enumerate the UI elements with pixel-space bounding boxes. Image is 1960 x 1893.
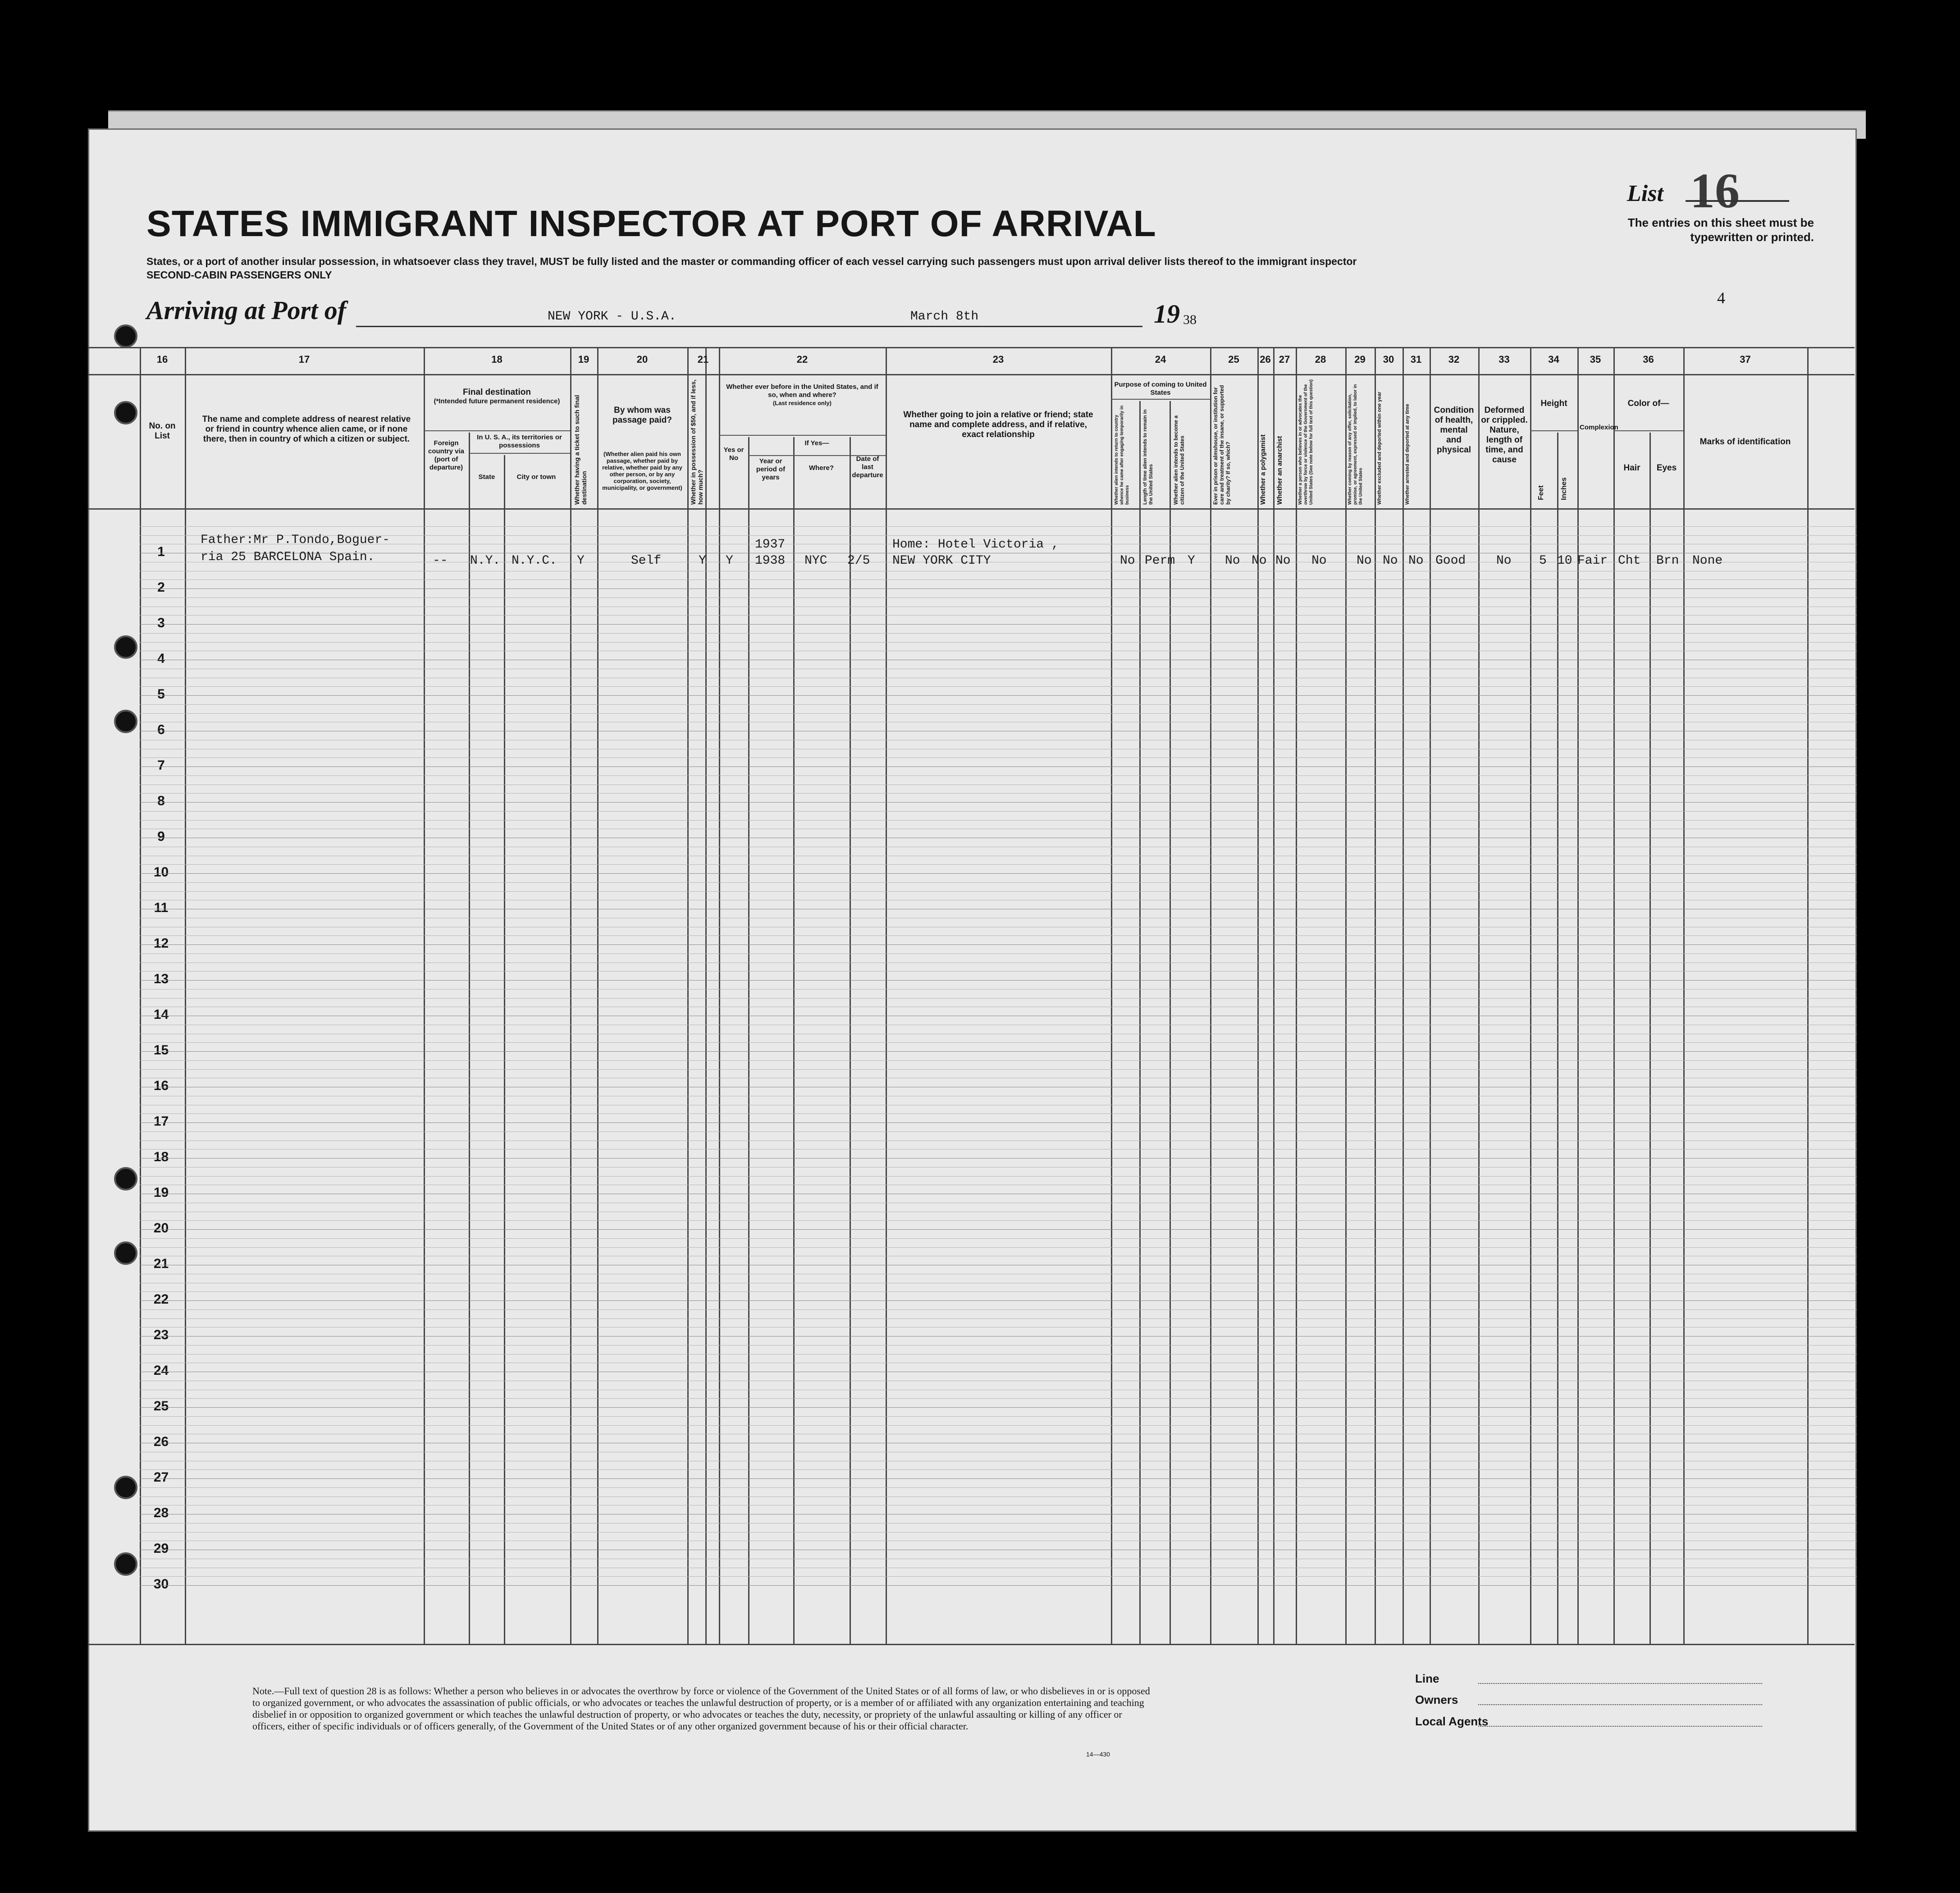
last-residence-note: (Last residence only) [772, 400, 832, 406]
row-number: 22 [153, 1292, 169, 1307]
row-guide-line [140, 998, 1857, 999]
row-number: 24 [153, 1363, 169, 1378]
row-guide-line [140, 615, 1857, 616]
col-rule [719, 347, 720, 1645]
cell-years-line2: 1938 [755, 554, 786, 568]
row-number: 11 [154, 900, 169, 915]
header-q29: Whether coming by reason of any offer, solicitation, promise, or agreement, expressed or implied, to labor in the United States [1348, 384, 1363, 505]
row-number: 4 [157, 651, 165, 666]
header-ticket: Whether having a ticket to such final destination [573, 395, 588, 505]
row-guide-line [140, 642, 1857, 643]
row-guide-line [140, 820, 1857, 821]
col-rule [687, 347, 689, 1645]
row-guide-line [140, 633, 1857, 634]
row-number: 9 [157, 829, 165, 844]
col-rule [1403, 347, 1404, 1645]
row-guide-line [140, 1042, 1857, 1043]
row-guide-line [140, 1532, 1857, 1533]
col-rule [1478, 347, 1480, 1645]
cell-deformed: No [1496, 554, 1512, 568]
list-number-box [1627, 162, 1789, 218]
cell-relative-line1: Father:Mr P.Tondo,Boguer- [201, 533, 390, 547]
col-rule [1345, 347, 1347, 1645]
binder-hole [114, 1552, 137, 1576]
header-if-yes: If Yes— [804, 439, 829, 447]
row-guide-line [140, 811, 1857, 812]
date-underline [843, 326, 1142, 327]
binder-hole [114, 1476, 137, 1499]
row-guide-line [140, 1496, 1857, 1497]
page-title: STATES IMMIGRANT INSPECTOR AT PORT OF ARRIVAL [146, 203, 1156, 244]
col-rule [1430, 347, 1431, 1645]
local-agents-label: Local Agents [1415, 1715, 1489, 1728]
header-ever-before [721, 383, 883, 407]
col-rule [1613, 347, 1615, 1645]
cell-polygamist: No [1252, 554, 1267, 568]
row-guide-line [140, 944, 1857, 945]
column-number: 23 [992, 354, 1004, 365]
row-number: 8 [157, 794, 165, 808]
col-rule [748, 437, 749, 1645]
header-passage-paid: By whom was passage paid? [612, 406, 672, 425]
row-guide-line [140, 1291, 1857, 1292]
header-sub-rule [1530, 430, 1577, 431]
row-guide-line [140, 1469, 1857, 1470]
cell-marks: None [1692, 554, 1723, 568]
row-number: 25 [153, 1399, 169, 1414]
owners-signature-field [1478, 1704, 1762, 1705]
row-guide-line [140, 962, 1857, 963]
row-number: 7 [157, 758, 165, 773]
cell-ticket: Y [577, 554, 585, 568]
column-number: 21 [697, 354, 709, 365]
row-guide-line [140, 526, 1857, 527]
owners-label: Owners [1415, 1693, 1458, 1706]
col-rule [504, 455, 505, 1645]
header-in-usa: In U. S. A., its territories or possessions [477, 433, 562, 449]
column-number: 24 [1155, 354, 1166, 365]
column-number: 37 [1740, 354, 1751, 365]
header-no-on-list: No. on List [149, 421, 176, 441]
header-state: State [478, 473, 495, 481]
row-guide-line [140, 1585, 1857, 1586]
col-rule [1577, 347, 1579, 1645]
row-guide-line [140, 1407, 1857, 1408]
row-guide-line [140, 588, 1857, 589]
row-number: 3 [157, 616, 165, 630]
header-sub-rule [1111, 399, 1210, 400]
col-rule [1296, 347, 1297, 1645]
second-cabin-note: SECOND-CABIN PASSENGERS ONLY [146, 269, 332, 281]
row-guide-line [140, 766, 1857, 767]
col-rule [1683, 347, 1685, 1645]
cell-years-line1: 1937 [755, 538, 786, 552]
line-label: Line [1415, 1672, 1439, 1685]
col-rule [1273, 347, 1275, 1645]
header-polygamist: Whether a polygamist [1259, 434, 1267, 505]
row-guide-line [140, 1318, 1857, 1319]
row-guide-line [140, 1122, 1857, 1123]
row-guide-line [140, 695, 1857, 696]
row-guide-line [140, 757, 1857, 758]
col-rule [1557, 433, 1558, 1645]
header-prison: Ever in prison or almshouse, or institution for care and treatment of the insane, or supported by charity? If so, which? [1212, 385, 1231, 505]
row-guide-line [140, 1176, 1857, 1177]
header-height: Height [1540, 399, 1567, 408]
row-guide-line [140, 1131, 1857, 1132]
column-number: 35 [1590, 354, 1601, 365]
col-rule [886, 347, 887, 1645]
row-guide-line [140, 1060, 1857, 1061]
header-date-departure: Date of last departure [852, 455, 883, 479]
row-guide-line [140, 1398, 1857, 1399]
row-guide-line [140, 882, 1857, 883]
ever-before-label: Whether ever before in the United States, and if so, when and where? [726, 383, 878, 399]
corner-number: 4 [1717, 289, 1725, 307]
column-number: 16 [156, 354, 168, 365]
header-health: Condition of health, mental and physical [1434, 406, 1474, 455]
cell-date-departure: 2/5 [847, 554, 870, 568]
cell-purpose-b: Perm [1145, 554, 1175, 568]
arriving-label: Arriving at Port of [146, 296, 347, 325]
cell-purpose-c: Y [1188, 554, 1195, 568]
row-number: 6 [157, 722, 165, 737]
column-number: 32 [1448, 354, 1460, 365]
col-rule [1210, 347, 1211, 1645]
row-guide-line [140, 1167, 1857, 1168]
header-marks: Marks of identification [1700, 437, 1791, 447]
cell-hair: Cht [1618, 554, 1641, 568]
header-purpose-c: Whether alien intends to become a citizen of the United States [1173, 415, 1185, 505]
col-rule [185, 347, 186, 1645]
final-destination-note: (*Intended future permanent residence) [434, 397, 560, 405]
cell-complexion: Fair [1577, 554, 1608, 568]
cell-prison: No [1225, 554, 1240, 568]
column-number: 19 [578, 354, 589, 365]
binder-hole [114, 1167, 137, 1191]
row-number: 14 [153, 1007, 169, 1022]
col-rule [597, 347, 599, 1645]
row-guide-line [140, 1523, 1857, 1524]
header-sub-rule [1613, 430, 1683, 431]
row-guide-line [140, 971, 1857, 972]
row-guide-line [140, 802, 1857, 803]
header-purpose: Purpose of coming to United States [1114, 381, 1207, 397]
header-fifty-dollars: Whether in possession of $50, and if less, how much? [690, 379, 704, 505]
column-number: 34 [1548, 354, 1559, 365]
row-guide-line [140, 873, 1857, 874]
row-number: 28 [153, 1505, 169, 1520]
header-year-period: Year or period of years [756, 457, 786, 481]
row-guide-line [140, 1158, 1857, 1159]
header-foreign-country: Foreign country via (port of departure) [428, 439, 465, 471]
header-where: Where? [809, 464, 834, 472]
cell-health: Good [1435, 554, 1466, 568]
line-signature-field [1478, 1683, 1762, 1684]
row-guide-line [140, 1354, 1857, 1355]
row-guide-line [140, 1220, 1857, 1221]
cell-joining-line1: Home: Hotel Victoria , [892, 538, 1059, 552]
cell-inches: 10 [1557, 554, 1572, 568]
row-number: 20 [153, 1221, 169, 1236]
cell-q30: No [1383, 554, 1398, 568]
header-q30: Whether excluded and deported within one year [1377, 392, 1382, 505]
row-number: 17 [153, 1114, 169, 1129]
header-q28: Whether a person who believes in or advocates the overthrow by force or violence of the Government of the United States (See note below for full text of this question) [1298, 379, 1314, 505]
header-sub-rule [719, 435, 886, 436]
cell-ever-before: Y [726, 554, 733, 568]
header-hair: Hair [1623, 463, 1640, 473]
col-rule [850, 437, 851, 1645]
row-guide-line [140, 1345, 1857, 1346]
row-guide-line [140, 704, 1857, 705]
column-number: 33 [1499, 354, 1510, 365]
header-joining-relative: Whether going to join a relative or friend; state name and complete address, and if relative, exact relationship [903, 410, 1093, 439]
final-destination-label: Final destination [463, 388, 531, 397]
col-rule [1807, 347, 1809, 1645]
col-rule [1139, 401, 1141, 1645]
row-guide-line [140, 1247, 1857, 1248]
arrival-century: 19 [1154, 299, 1180, 328]
header-purpose-a: Whether alien intends to return to country whence he came after engaging temporarily in business [1114, 405, 1130, 505]
binder-hole [114, 635, 137, 659]
column-number: 31 [1410, 354, 1422, 365]
list-underline [1686, 200, 1789, 202]
arrival-port: NEW YORK - U.S.A. [548, 310, 676, 324]
cell-state: N.Y. [470, 554, 501, 568]
col-rule [570, 347, 571, 1645]
row-guide-line [140, 953, 1857, 954]
row-number: 16 [153, 1078, 169, 1093]
row-guide-line [140, 1487, 1857, 1488]
arrival-line [146, 291, 1228, 331]
cell-passage-paid: Self [631, 554, 662, 568]
header-purpose-b: Length of time alien intends to remain in the United States [1142, 409, 1154, 505]
cell-foreign-country: -- [433, 554, 448, 568]
typewritten-note: The entries on this sheet must be typewritten or printed. [1627, 216, 1814, 244]
row-guide-line [140, 1336, 1857, 1337]
row-guide-line [140, 713, 1857, 714]
row-guide-line [140, 579, 1857, 580]
col-rule [469, 433, 470, 1645]
row-number: 23 [153, 1327, 169, 1342]
col-rule [705, 347, 707, 1645]
row-number: 18 [153, 1149, 169, 1164]
row-number: 15 [153, 1043, 169, 1058]
row-guide-line [140, 1425, 1857, 1426]
column-number: 20 [636, 354, 648, 365]
binder-hole [114, 324, 137, 348]
header-sub-rule [424, 430, 570, 431]
header-anarchist: Whether an anarchist [1276, 436, 1284, 505]
row-guide-line [140, 980, 1857, 981]
row-number: 26 [153, 1434, 169, 1449]
column-number: 26 [1260, 354, 1271, 365]
col-rule [1257, 347, 1259, 1645]
arrival-date: March 8th [910, 310, 979, 324]
table-top-rule [88, 347, 1855, 348]
row-number: 19 [153, 1185, 169, 1200]
cell-q31: No [1408, 554, 1424, 568]
cell-anarchist: No [1275, 554, 1291, 568]
column-number: 36 [1643, 354, 1654, 365]
row-number: 2 [157, 580, 165, 595]
cell-joining-line2: NEW YORK CITY [892, 554, 991, 568]
header-complexion: Complexion [1580, 424, 1618, 431]
cell-where: NYC [804, 554, 827, 568]
list-number: 16 [1690, 163, 1740, 218]
col-rule [140, 347, 141, 1645]
row-number: 29 [153, 1541, 169, 1556]
subtitle-text: States, or a port of another insular possession, in whatsoever class they travel, MUST be fully listed and the master or commanding officer of each vessel carrying such passengers must upon arrival deliver lists thereof to the immigrant inspector [146, 255, 1357, 267]
header-q31: Whether arrested and deported at any time [1405, 404, 1410, 505]
header-deformed: Deformed or crippled. Nature, length of time, and cause [1481, 406, 1528, 465]
row-guide-line [140, 935, 1857, 936]
col-rule [1111, 347, 1112, 1645]
binder-hole [114, 401, 137, 424]
page-subtitle [146, 255, 1544, 282]
column-number: 29 [1354, 354, 1366, 365]
row-guide-line [140, 1238, 1857, 1239]
question-28-note: Note.—Full text of question 28 is as follows: Whether a person who believes in or advocates the overthrow by force or violence of the Government of the United States or of all forms of law, or who disbelieves in or is opposed to organized government, or who advocates the assassination of public officials, or who advocates or teaches the unlawful destruction of property, or is a member of or affiliated with any organization entertaining and teaching disbelief in or opposition to organized government or which teaches the unlawful destruction of property, or who advocates or teaches the duty, necessity, or propriety of the unlawful assaulting or killing of any officer or officers, either of specific individuals or of officers generally, of the Government of the United States or of any other organized government because of his or their official character. [252, 1685, 1150, 1732]
header-final-destination [426, 388, 568, 406]
row-guide-line [140, 1069, 1857, 1070]
row-number: 13 [153, 972, 169, 986]
cell-fifty-dollars: Y [699, 554, 706, 568]
row-guide-line [140, 1576, 1857, 1577]
row-number: 21 [153, 1256, 169, 1271]
col-rule [1170, 401, 1171, 1645]
row-guide-line [140, 535, 1857, 536]
cell-q28: No [1311, 554, 1327, 568]
binder-hole [114, 710, 137, 733]
arrival-year: 38 [1183, 312, 1197, 327]
column-number: 30 [1383, 354, 1394, 365]
local-agents-signature-field [1478, 1726, 1762, 1727]
row-number: 27 [153, 1470, 169, 1485]
column-number: 28 [1315, 354, 1326, 365]
column-number: 25 [1228, 354, 1239, 365]
form-code: 14—430 [1086, 1751, 1110, 1758]
row-guide-line [140, 1140, 1857, 1141]
header-inches: Inches [1560, 477, 1568, 500]
list-label: List [1627, 181, 1663, 206]
header-sub-rule [469, 453, 570, 454]
header-color-of: Color of— [1627, 399, 1669, 408]
header-passage-note: (Whether alien paid his own passage, whether paid by relative, whether paid by any other person, or by any corporation, society, municipality, or government) [602, 451, 682, 491]
column-number-rule [88, 374, 1855, 375]
col-rule [424, 347, 425, 1645]
row-number: 1 [157, 544, 165, 559]
row-guide-line [140, 686, 1857, 687]
row-guide-line [140, 1309, 1857, 1310]
column-number: 18 [491, 354, 503, 365]
column-number: 22 [796, 354, 808, 365]
row-guide-line [140, 624, 1857, 625]
row-number: 30 [153, 1577, 169, 1592]
row-guide-line [140, 1229, 1857, 1230]
row-guide-line [140, 989, 1857, 990]
binder-hole [114, 1241, 137, 1265]
row-guide-line [140, 1478, 1857, 1479]
column-number: 17 [298, 354, 310, 365]
row-guide-line [140, 864, 1857, 865]
cell-city: N.Y.C. [512, 554, 557, 568]
header-relative-abroad: The name and complete address of nearest relative or friend in country whence alien came, or if none there, then in country of which a citizen or subject. [202, 415, 411, 444]
col-rule [1375, 347, 1376, 1645]
row-guide-line [140, 775, 1857, 776]
header-feet: Feet [1537, 485, 1545, 500]
table-bottom-rule [88, 1644, 1855, 1645]
row-number: 10 [153, 865, 169, 880]
col-rule [1530, 347, 1531, 1645]
cell-purpose-a: No [1120, 554, 1135, 568]
cell-eyes: Brn [1656, 554, 1679, 568]
row-guide-line [140, 1300, 1857, 1301]
header-eyes: Eyes [1656, 463, 1677, 473]
header-city: City or town [516, 473, 556, 481]
cell-q29: No [1357, 554, 1372, 568]
header-bottom-rule [88, 508, 1855, 510]
header-yes-no: Yes or No [723, 446, 744, 462]
col-rule [1649, 433, 1651, 1645]
row-guide-line [140, 1416, 1857, 1417]
cell-feet: 5 [1539, 554, 1547, 568]
cell-relative-line2: ria 25 BARCELONA Spain. [201, 550, 375, 564]
row-guide-line [140, 1113, 1857, 1114]
row-guide-line [140, 891, 1857, 892]
row-guide-line [140, 793, 1857, 794]
col-rule [793, 437, 795, 1645]
row-guide-line [140, 1051, 1857, 1052]
row-number: 12 [153, 936, 169, 951]
row-number: 5 [157, 687, 165, 702]
column-number: 27 [1279, 354, 1290, 365]
